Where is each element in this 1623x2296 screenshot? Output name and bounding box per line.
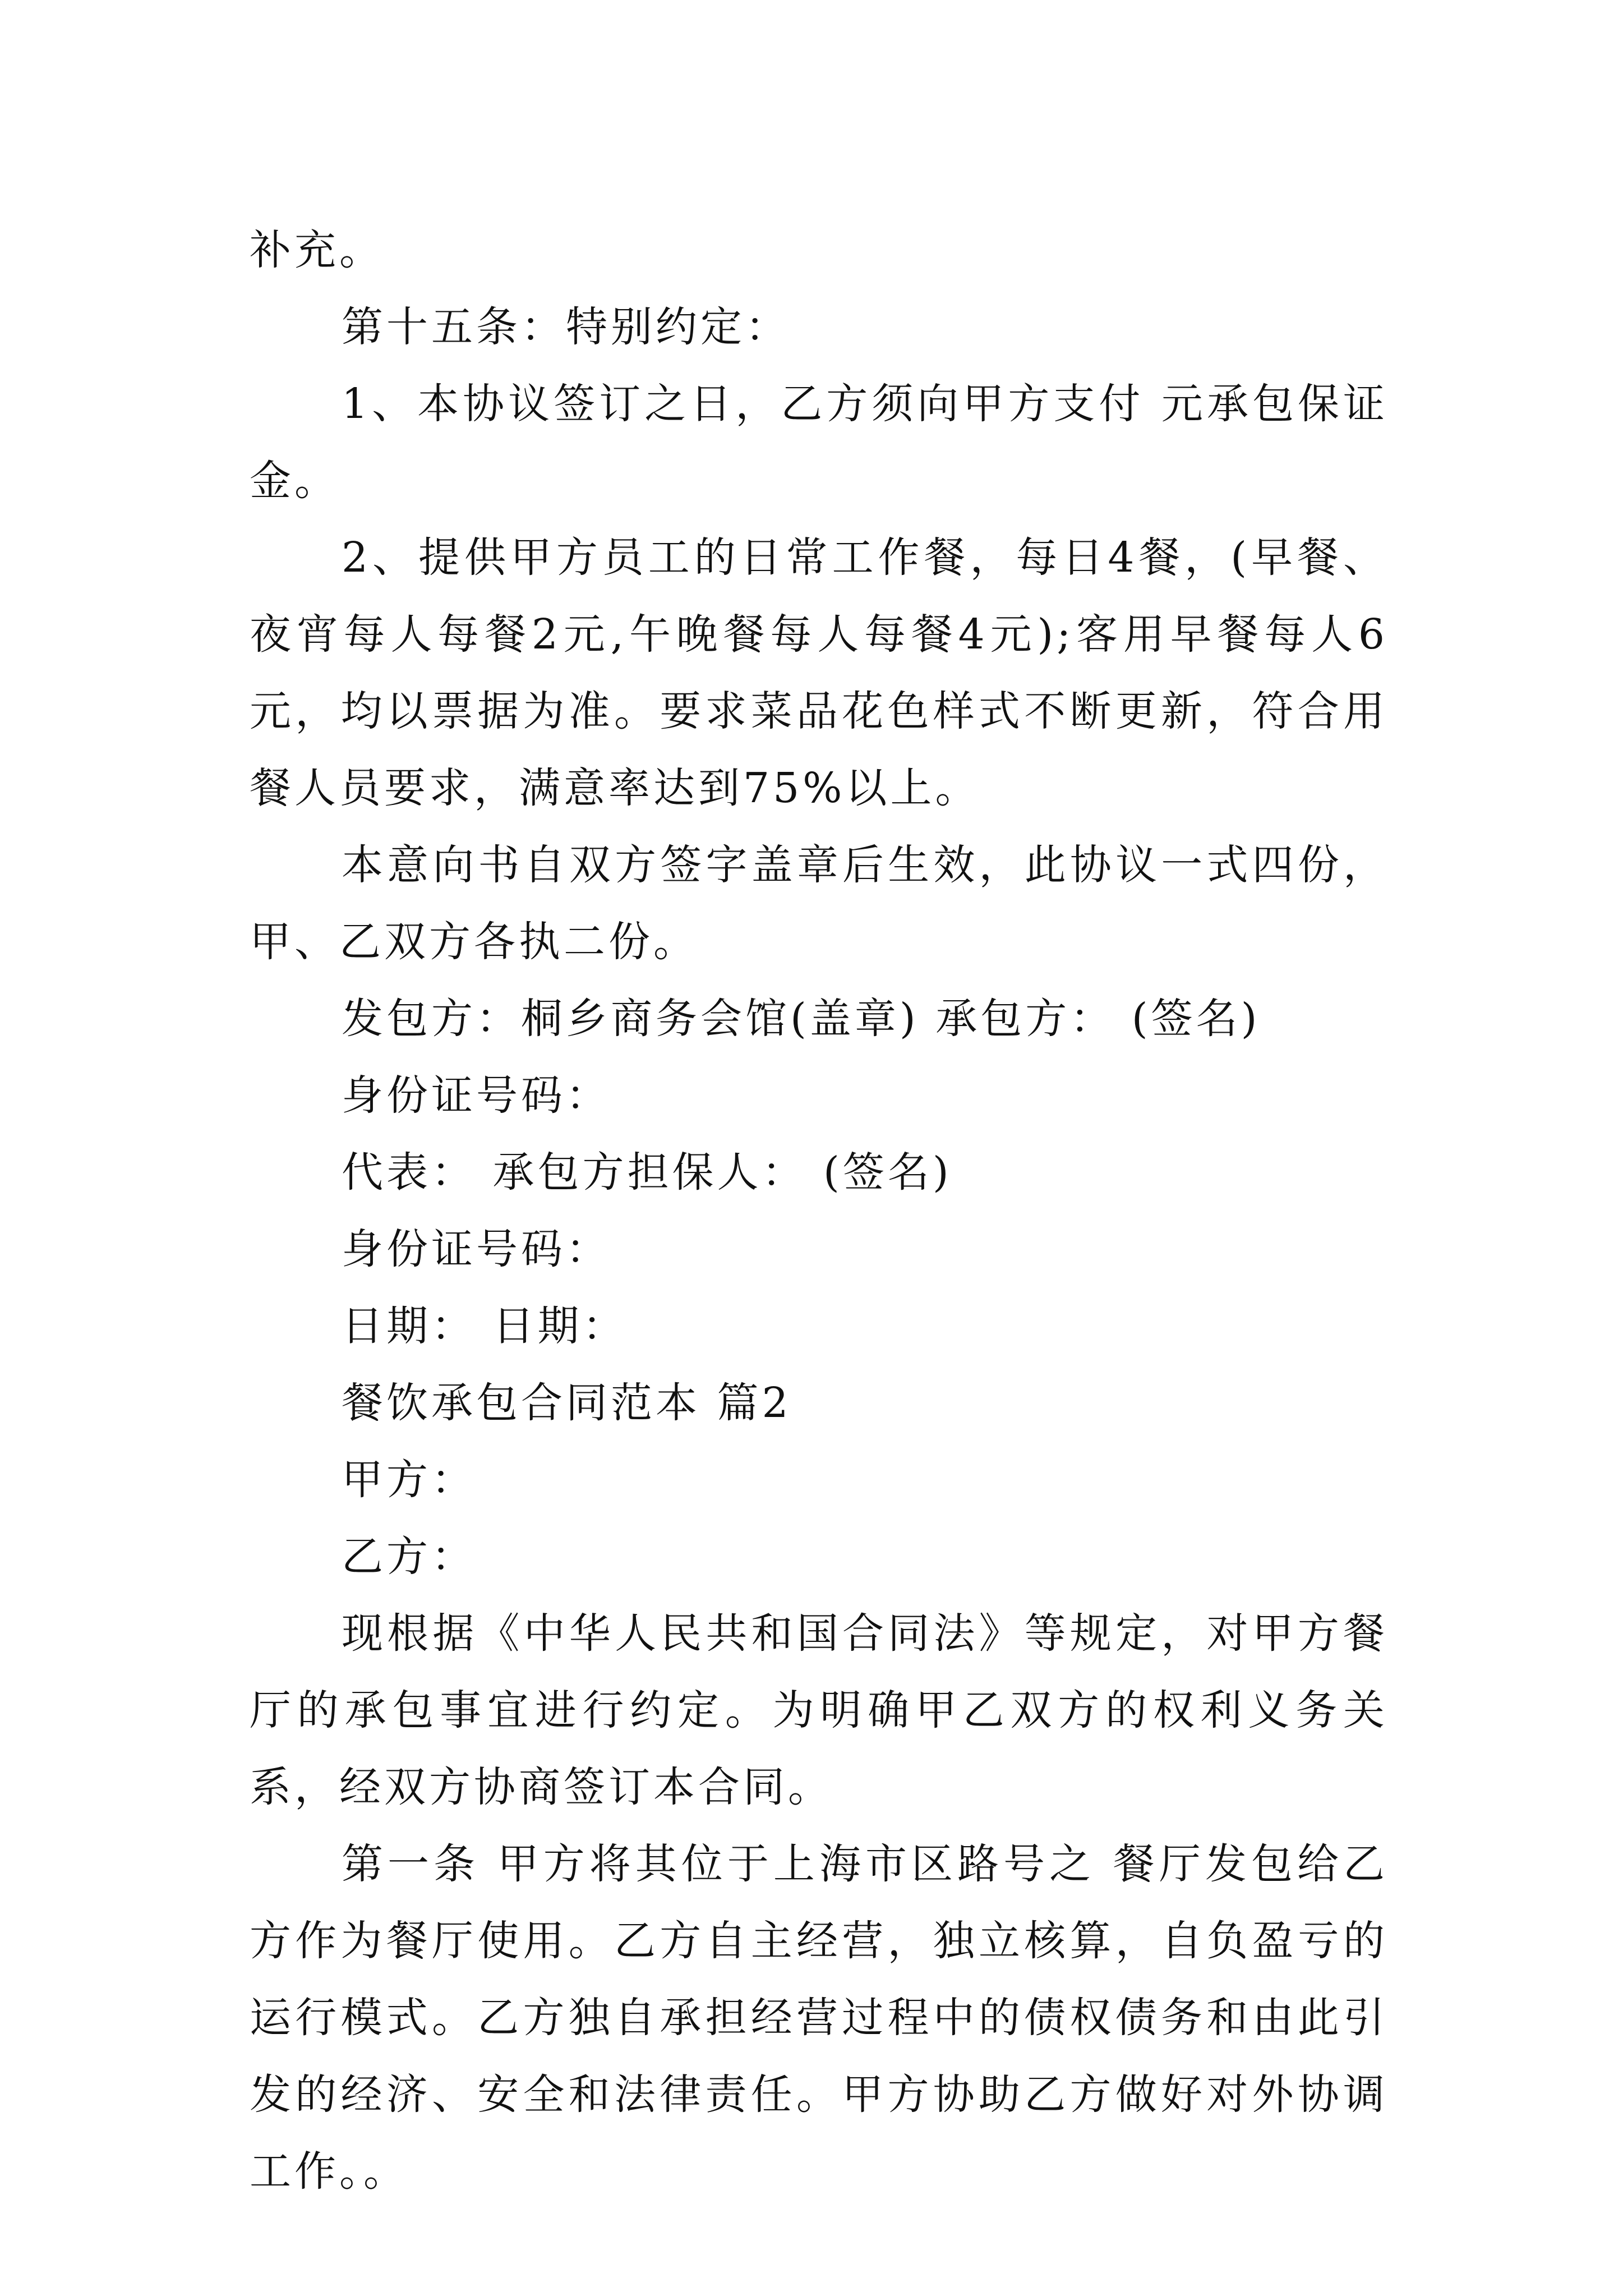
article-15-heading: 第十五条：特别约定：: [342, 303, 790, 351]
document-body: [250, 212, 1388, 2210]
party-a-line: 甲方：: [342, 1456, 476, 1504]
section-title-part-2: 餐饮承包合同范本 篇2: [342, 1379, 792, 1427]
preamble-paragraph: 现根据《中华人民共和国合同法》等规定，对甲方餐厅的承包事宜进行约定。为明确甲乙双方的权利义务关系，经双方协商签订本合同。: [250, 1609, 1388, 1811]
paragraph-continuation: 补充。: [250, 226, 384, 274]
signature-contracting-parties: 发包方：桐乡商务会馆(盖章) 承包方： (签名): [342, 995, 1261, 1043]
signature-representative: 代表： 承包方担保人： (签名): [342, 1148, 952, 1197]
party-b-line: 乙方：: [342, 1533, 476, 1581]
id-number-line-2: 身份证号码：: [342, 1225, 611, 1273]
clause-1-deposit: 1、本协议签订之日，乙方须向甲方支付 元承包保证金。: [250, 380, 1388, 505]
article-1-paragraph: 第一条 甲方将其位于上海市区路号之 餐厅发包给乙方作为餐厅使用。乙方自主经营，独立核算，自负盈亏的运行模式。乙方独自承担经营过程中的债权债务和由此引发的经济、安全和法律责任。甲方协助乙方做好对外协调工作。。: [250, 1840, 1388, 2196]
date-line: 日期： 日期：: [342, 1302, 628, 1350]
clause-2-meals: 2、提供甲方员工的日常工作餐，每日4餐，(早餐、夜宵每人每餐2元,午晚餐每人每餐4元);客用早餐每人6元，均以票据为准。要求菜品花色样式不断更新，符合用餐人员要求，满意率达到75%以上。: [250, 533, 1388, 812]
effective-clause: 本意向书自双方签字盖章后生效，此协议一式四份，甲、乙双方各执二份。: [250, 841, 1388, 966]
id-number-line-1: 身份证号码：: [342, 1071, 611, 1120]
